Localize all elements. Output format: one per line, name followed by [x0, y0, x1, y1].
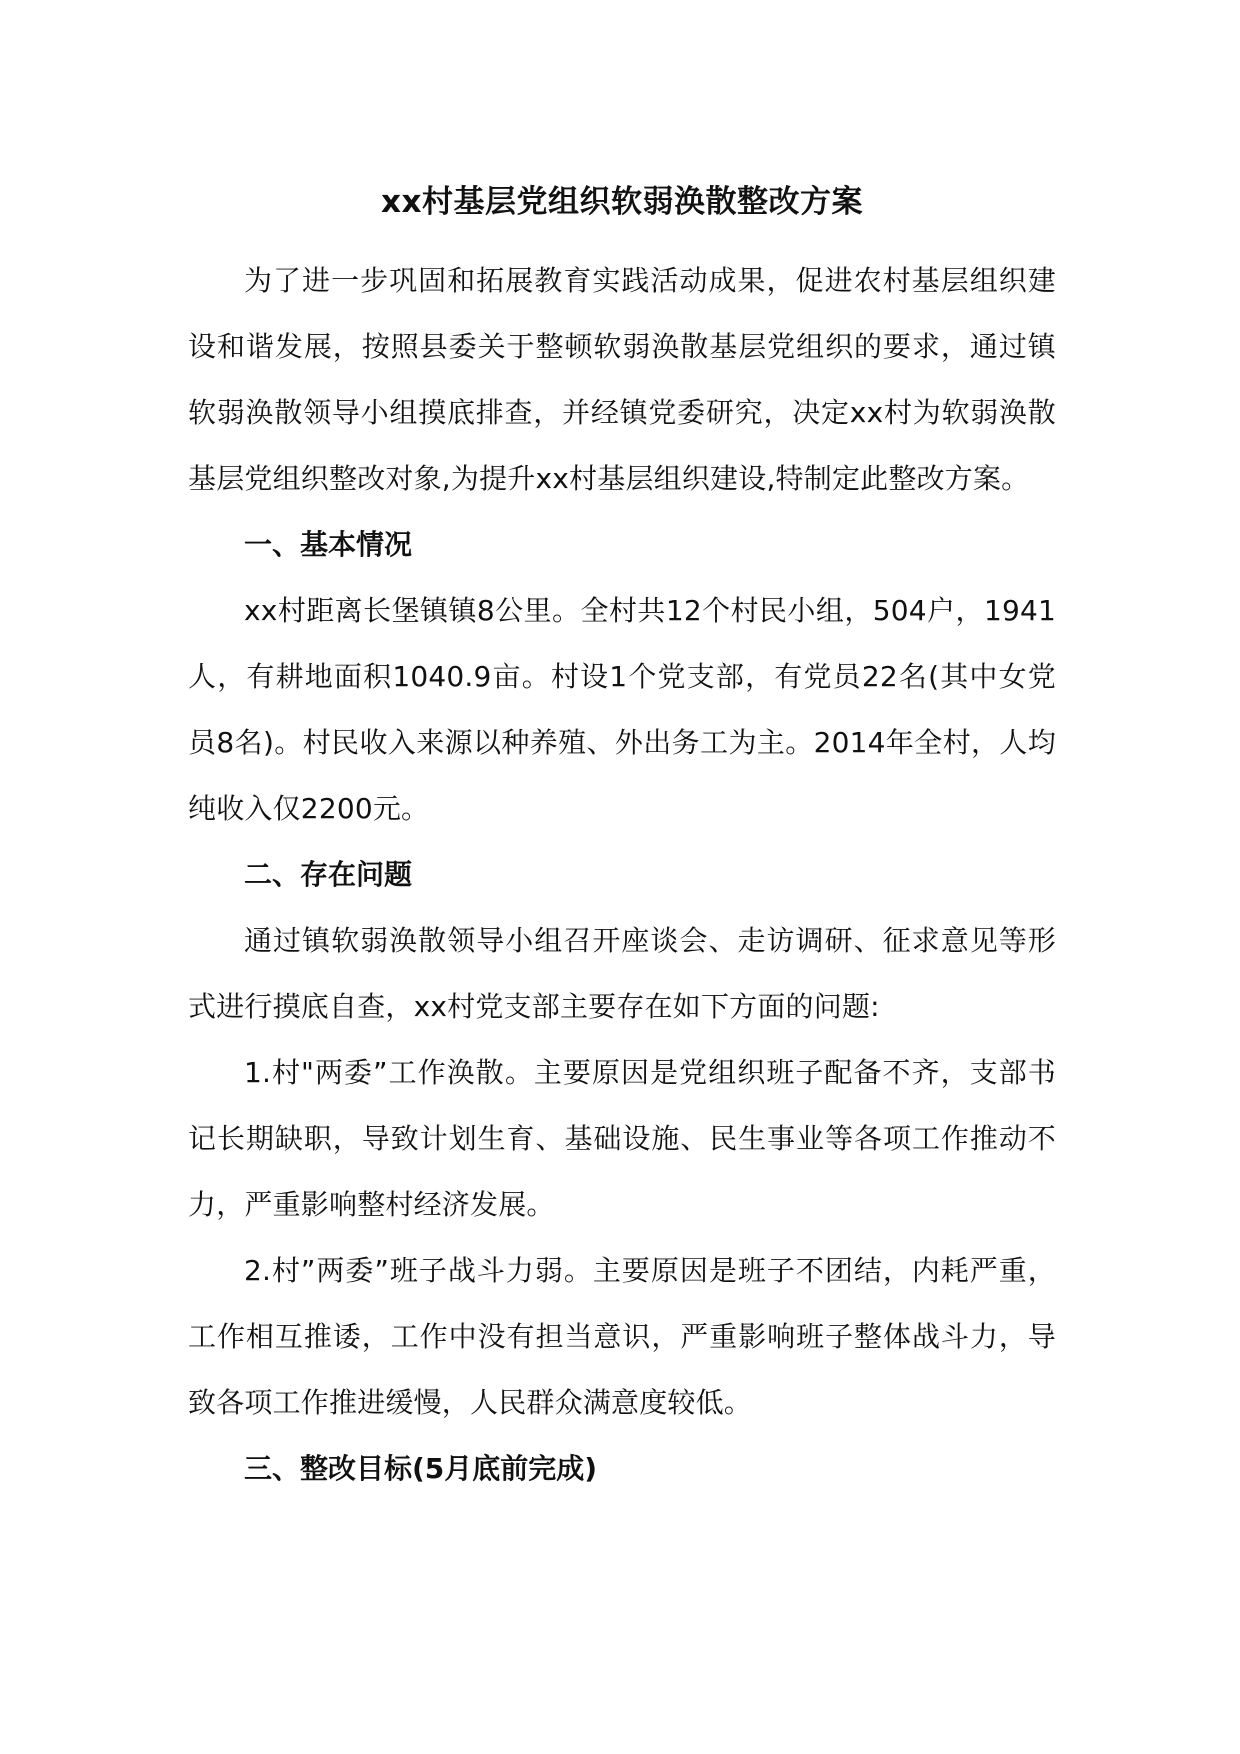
- problem-item-2: 2.村”两委”班子战斗力弱。主要原因是班子不团结，内耗严重，工作相互推诿，工作中没有担当意识，严重影响班子整体战斗力，导致各项工作推进缓慢，人民群众满意度较低。: [188, 1254, 1056, 1419]
- problem-item-1: 1.村"两委”工作涣散。主要原因是党组织班子配备不齐，支部书记长期缺职，导致计划生育、基础设施、民生事业等各项工作推动不力，严重影响整村经济发展。: [188, 1056, 1056, 1221]
- document-title: xx村基层党组织软弱涣散整改方案: [381, 184, 863, 220]
- section-heading-existing-problems: 二、存在问题: [244, 858, 413, 891]
- intro-paragraph: 为了进一步巩固和拓展教育实践活动成果，促进农村基层组织建设和谐发展，按照县委关于整顿软弱涣散基层党组织的要求，通过镇软弱涣散领导小组摸底排查，并经镇党委研究，决定xx村为软弱涣散基层党组织整改对象,为提升xx村基层组织建设,特制定此整改方案。: [188, 264, 1056, 495]
- basic-situation-paragraph: xx村距离长堡镇镇8公里。全村共12个村民小组，504户，1941人，有耕地面积1040.9亩。村设1个党支部，有党员22名(其中女党员8名)。村民收入来源以种养殖、外出务工为主。2014年全村，人均纯收入仅2200元。: [188, 594, 1056, 825]
- existing-problems-paragraph: 通过镇软弱涣散领导小组召开座谈会、走访调研、征求意见等形式进行摸底自查，xx村党支部主要存在如下方面的问题:: [188, 924, 1056, 1023]
- document-page: [188, 170, 1056, 1502]
- section-heading-rectification-goals: 三、整改目标(5月底前完成): [244, 1452, 598, 1485]
- section-heading-basic-situation: 一、基本情况: [244, 528, 413, 561]
